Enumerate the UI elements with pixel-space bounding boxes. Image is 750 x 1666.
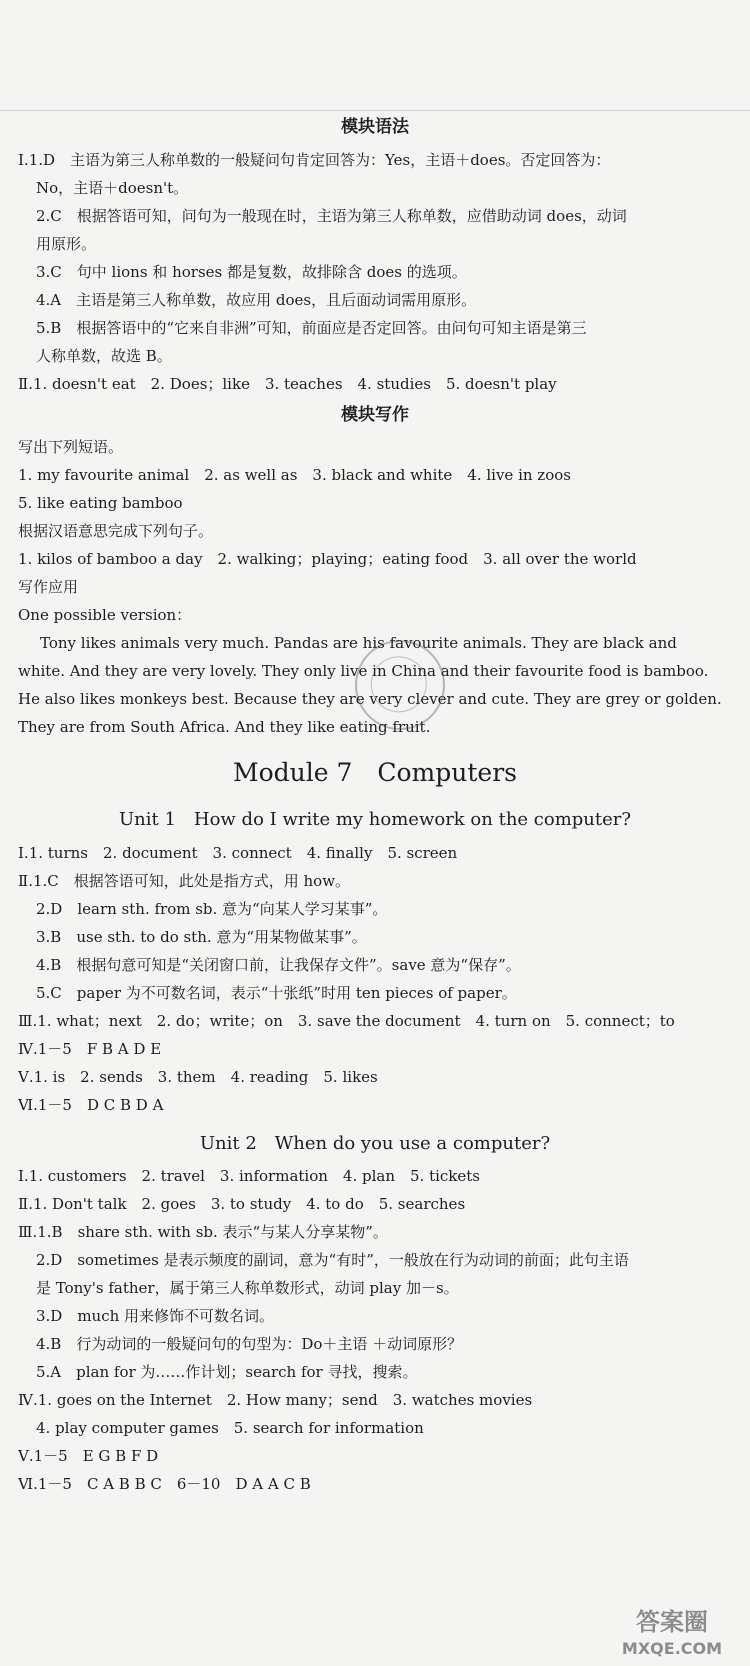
grammar-line: Ⅰ.1.D 主语为第三人称单数的一般疑问句肯定回答为：Yes，主语＋does。否定回答为：	[18, 151, 611, 169]
unit1-line: Ⅲ.1. what；next 2. do；write；on 3. save the document 4. turn on 5. connect；to	[18, 1012, 675, 1030]
grammar-line: 2.C 根据答语可知，问句为一般现在时，主语为第三人称单数，应借助动词 does，动词	[36, 207, 627, 225]
essay-line: They are from South Africa. And they like eating fruit.	[18, 718, 431, 736]
unit2-line: Ⅵ.1－5 C A B B C 6－10 D A A C B	[18, 1475, 311, 1493]
essay-line: Tony likes animals very much. Pandas are his favourite animals. They are black and	[40, 634, 677, 652]
unit1-line: 3.B use sth. to do sth. 意为“用某物做某事”。	[36, 928, 367, 946]
unit1-line: 4.B 根据句意可知是“关闭窗口前，让我保存文件”。save 意为“保存”。	[36, 956, 521, 974]
watermark-url: MXQE.COM	[621, 1639, 723, 1658]
watermark-logo	[602, 1600, 742, 1660]
unit2-line: 是 Tony's father，属于第三人称单数形式，动词 play 加－s。	[36, 1279, 459, 1297]
unit2-line: 4. play computer games 5. search for information	[36, 1419, 424, 1437]
writing-line: 1. kilos of bamboo a day 2. walking；playing；eating food 3. all over the world	[18, 550, 637, 568]
unit1-line: Ⅵ.1－5 D C B D A	[18, 1096, 164, 1114]
unit2-line: Ⅰ.1. customers 2. travel 3. information 4. plan 5. tickets	[18, 1167, 480, 1185]
grammar-line: 人称单数，故选 B。	[36, 347, 172, 365]
unit2-title: Unit 2 When do you use a computer?	[199, 1133, 551, 1154]
unit2-line: 3.D much 用来修饰不可数名词。	[36, 1307, 275, 1325]
unit2-line: Ⅱ.1. Don't talk 2. goes 3. to study 4. to do 5. searches	[18, 1195, 466, 1213]
unit1-line: Ⅰ.1. turns 2. document 3. connect 4. finally 5. screen	[18, 844, 458, 862]
unit1-title: Unit 1 How do I write my homework on the computer?	[118, 809, 632, 830]
unit1-line: Ⅳ.1－5 F B A D E	[18, 1040, 162, 1058]
module-title: Module 7 Computers	[232, 758, 517, 787]
writing-line: One possible version：	[18, 606, 192, 624]
unit2-line: Ⅴ.1－5 E G B F D	[18, 1447, 159, 1465]
unit1-line: Ⅱ.1.C 根据答语可知，此处是指方式，用 how。	[18, 872, 351, 890]
essay-line: white. And they are very lovely. They only live in China and their favourite food is bamboo.	[18, 662, 709, 680]
writing-line: 1. my favourite animal 2. as well as 3. black and white 4. live in zoos	[18, 466, 571, 484]
unit2-line: 5.A plan for 为……作计划；search for 寻找，搜索。	[36, 1363, 418, 1381]
grammar-line: 用原形。	[36, 235, 97, 253]
unit1-line: 2.D learn sth. from sb. 意为“向某人学习某事”。	[36, 900, 388, 918]
unit1-line: Ⅴ.1. is 2. sends 3. them 4. reading 5. likes	[18, 1068, 378, 1086]
writing-line: 根据汉语意思完成下列句子。	[18, 522, 214, 540]
writing-heading: 模块写作	[341, 405, 409, 425]
unit2-line: Ⅲ.1.B share sth. with sb. 表示“与某人分享某物”。	[18, 1223, 388, 1241]
essay-line: He also likes monkeys best. Because they are very clever and cute. They are grey or golden.	[18, 690, 722, 708]
grammar-line: 5.B 根据答语中的“它来自非洲”可知，前面应是否定回答。由问句可知主语是第三	[36, 319, 587, 337]
writing-line: 写出下列短语。	[18, 438, 124, 456]
writing-line: 5. like eating bamboo	[18, 494, 183, 512]
unit1-line: 5.C paper 为不可数名词，表示“十张纸”时用 ten pieces of paper。	[36, 984, 517, 1002]
grammar-line: 3.C 句中 lions 和 horses 都是复数，故排除含 does 的选项。	[36, 263, 467, 281]
grammar-line: 4.A 主语是第三人称单数，故应用 does，且后面动词需用原形。	[36, 291, 477, 309]
unit2-line: 4.B 行为动词的一般疑问句的句型为：Do＋主语 ＋动词原形？	[36, 1335, 463, 1353]
grammar-line: No，主语＋doesn't。	[36, 179, 189, 197]
unit2-line: 2.D sometimes 是表示频度的副词，意为“有时”，一般放在行为动词的前面；此句主语	[36, 1251, 629, 1269]
grammar-line: Ⅱ.1. doesn't eat 2. Does；like 3. teaches 4. studies 5. doesn't play	[18, 375, 557, 393]
grammar-heading: 模块语法	[341, 117, 409, 137]
writing-line: 写作应用	[18, 578, 79, 596]
watermark-brand: 答案圈	[636, 1608, 708, 1636]
unit2-line: Ⅳ.1. goes on the Internet 2. How many；send 3. watches movies	[18, 1391, 533, 1409]
top-divider	[0, 110, 750, 111]
